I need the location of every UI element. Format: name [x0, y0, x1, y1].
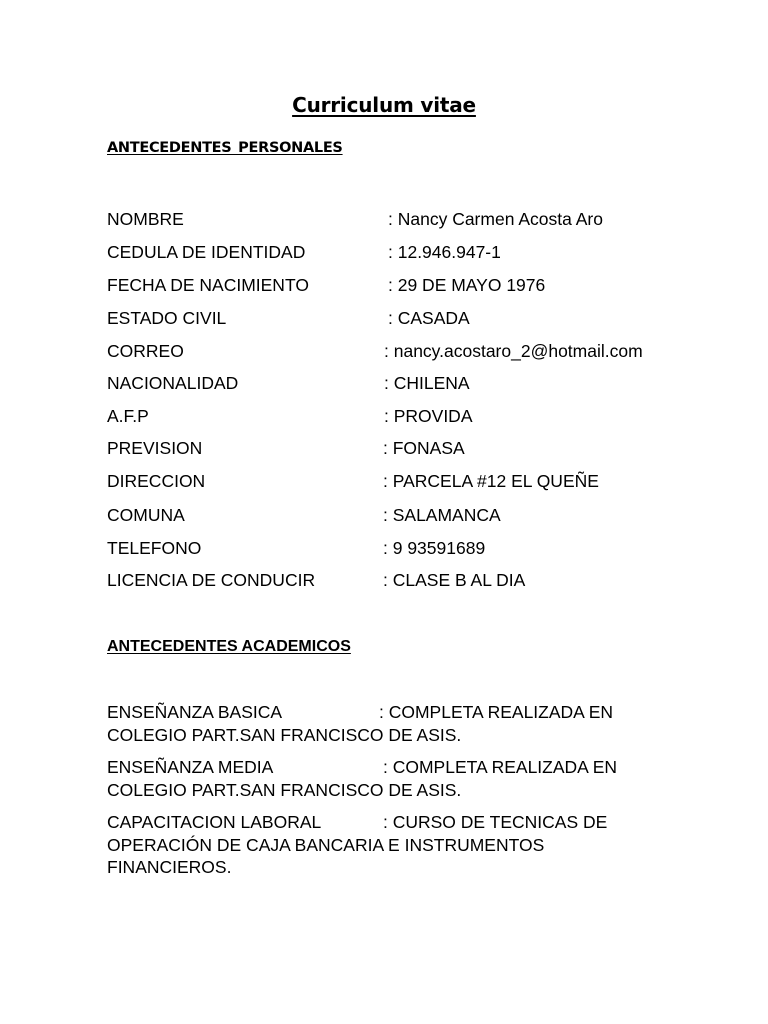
- row-label: NOMBRE: [107, 209, 184, 229]
- row-value: : SALAMANCA: [383, 505, 501, 525]
- academic-continuation: FINANCIEROS.: [107, 857, 232, 877]
- row-value: : PARCELA #12 EL QUEÑE: [383, 471, 599, 491]
- row-label: DIRECCION: [107, 471, 206, 491]
- row-value: : PROVIDA: [384, 406, 473, 426]
- academic-item-capacitacion: [107, 811, 667, 879]
- academic-label: ENSEÑANZA MEDIA: [107, 757, 274, 777]
- personal-section-heading: ANTECEDENTES PERSONALES: [107, 140, 343, 156]
- row-value: : CASADA: [388, 308, 470, 328]
- row-label: NACIONALIDAD: [107, 373, 239, 393]
- academic-value: : COMPLETA REALIZADA EN: [383, 757, 618, 777]
- row-label: FECHA DE NACIMIENTO: [107, 275, 309, 295]
- row-value: : CLASE B AL DIA: [383, 570, 526, 590]
- row-value: : CHILENA: [384, 373, 470, 393]
- document-title: Curriculum vitae: [292, 93, 476, 117]
- row-label: ESTADO CIVIL: [107, 308, 227, 328]
- row-label: COMUNA: [107, 505, 185, 525]
- academic-item-media: [107, 756, 667, 801]
- row-label: CORREO: [107, 341, 184, 361]
- row-label: LICENCIA DE CONDUCIR: [107, 570, 316, 590]
- academic-item-basica: [107, 701, 667, 746]
- row-value: : nancy.acostaro_2@hotmail.com: [384, 341, 643, 361]
- academic-value: : CURSO DE TECNICAS DE: [383, 812, 608, 832]
- academic-value: : COMPLETA REALIZADA EN: [379, 702, 614, 722]
- row-value: : Nancy Carmen Acosta Aro: [388, 209, 603, 229]
- academic-label: CAPACITACION LABORAL: [107, 812, 322, 832]
- academic-continuation: COLEGIO PART.SAN FRANCISCO DE ASIS.: [107, 779, 462, 800]
- row-label: A.F.P: [107, 406, 149, 426]
- row-value: : 12.946.947-1: [388, 242, 501, 262]
- row-label: TELEFONO: [107, 538, 202, 558]
- row-label: CEDULA DE IDENTIDAD: [107, 242, 306, 262]
- academic-section-heading: ANTECEDENTES ACADEMICOS: [107, 638, 351, 655]
- row-label: PREVISION: [107, 438, 203, 458]
- row-value: : 29 DE MAYO 1976: [388, 275, 546, 295]
- row-value: : FONASA: [383, 438, 465, 458]
- academic-continuation: COLEGIO PART.SAN FRANCISCO DE ASIS.: [107, 724, 462, 745]
- academic-continuation: OPERACIÓN DE CAJA BANCARIA E INSTRUMENTOS: [107, 834, 545, 855]
- row-value: : 9 93591689: [383, 538, 486, 558]
- academic-label: ENSEÑANZA BASICA: [107, 702, 283, 722]
